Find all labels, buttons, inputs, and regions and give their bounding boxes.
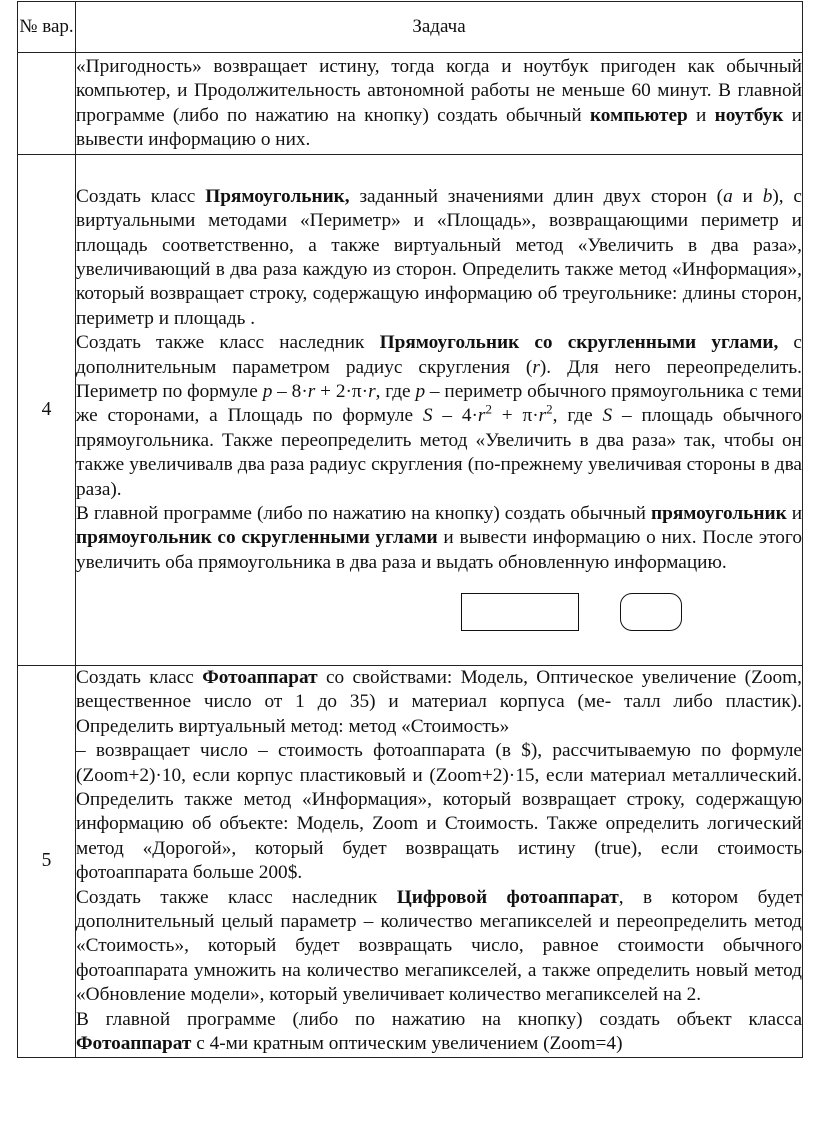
text-run: Создать класс bbox=[76, 185, 206, 207]
task-paragraph bbox=[76, 666, 802, 739]
text-run: и bbox=[732, 185, 763, 207]
math-variable: p bbox=[415, 381, 426, 402]
task-text bbox=[76, 666, 803, 1058]
bold-term: прямоугольник со скругленными углами bbox=[76, 527, 438, 549]
text-run: , в котором будет дополнительный целый параметр – количество мегапикселей и переопределить метод «Стоимость», который будет возвращать число, равное стоимости обычного фотоаппарата умножить на количество мегапикселей, а также определить новый метод «Обновление модели», который увеличивает количество мегапикселей на 2. bbox=[76, 886, 802, 1006]
text-run: – 8· bbox=[272, 381, 308, 402]
math-variable: S bbox=[422, 405, 433, 427]
math-variable: r bbox=[307, 381, 316, 402]
text-run: Создать также класс наследник bbox=[76, 332, 380, 354]
text-run: Создать также класс наследник bbox=[76, 886, 397, 908]
text-run: и bbox=[687, 104, 715, 126]
task-paragraph bbox=[76, 185, 802, 331]
text-run: Создать класс bbox=[76, 667, 203, 688]
task-paragraph bbox=[76, 1008, 802, 1057]
table-row bbox=[18, 53, 803, 155]
rounded-rectangle-figure bbox=[620, 593, 682, 631]
text-run: со свойствами: Модель, Оптическое увеличение (Zoom, вещественное число от 1 до 35) и материал корпуса (ме- талл либо пластик). Определить виртуальный метод: метод «Стоимость» bbox=[76, 667, 802, 737]
text-run: заданный значениями длин двух сторон ( bbox=[349, 185, 724, 207]
bold-term: Прямоугольник, bbox=[205, 185, 350, 207]
exponent: 2 bbox=[546, 401, 553, 417]
task-paragraph bbox=[76, 331, 802, 502]
text-run: и bbox=[786, 503, 803, 525]
task-paragraph bbox=[76, 502, 802, 575]
variant-number bbox=[18, 53, 76, 155]
text-run: ), с виртуальными методами «Периметр» и «Площадь», возвращающими периметр и площадь соответственно, а также виртуальный метод «Увеличить в два раза», увеличивающий в два раза каждую из сторон. Определить также метод «Информация», который возвращает строку, содержащую информацию об треугольнике: длины сторон, периметр и площадь . bbox=[76, 185, 802, 329]
text-run: и вывести информацию о них. После этого увеличить оба прямоугольника в два раза и выдать обновленную информацию. bbox=[76, 527, 802, 573]
text-run: , где bbox=[375, 381, 416, 402]
plain-rectangle-figure bbox=[461, 593, 579, 631]
math-variable: b bbox=[762, 185, 773, 207]
bold-term: прямоугольник bbox=[651, 503, 787, 525]
text-run: ). Для него переопределить. Периметр по формуле bbox=[76, 356, 802, 402]
text-run: В главной программе (либо по нажатию на кнопку) создать объект класса bbox=[76, 1008, 802, 1030]
tasks-table bbox=[17, 1, 803, 1058]
text-run: и вывести информацию о них. bbox=[76, 104, 802, 150]
task-text bbox=[76, 53, 803, 155]
text-run: – 4· bbox=[432, 405, 478, 427]
text-run: с дополнительным параметром радиус скругления ( bbox=[76, 332, 802, 378]
text-run: , где bbox=[552, 405, 603, 427]
bold-term: Фотоаппарат bbox=[76, 1033, 192, 1055]
text-run: «Пригодность» возвращает истину, тогда когда и ноутбук пригоден как обычный компьютер, и Продолжительность автономной работы не меньше 60 минут. В главной программе (либо по нажатию на кнопку) создать обычный bbox=[76, 55, 802, 126]
header-task: Задача bbox=[76, 2, 803, 53]
math-variable: a bbox=[723, 185, 733, 207]
bold-term: Цифровой фотоаппарат bbox=[396, 886, 619, 908]
text-run: + π· bbox=[491, 405, 539, 427]
math-variable: r bbox=[532, 356, 540, 378]
text-run: – площадь обычного прямоугольника. Также переопределить метод «Увеличить в два раза» так, чтобы он также увеличивалв два раза радиус скругления (по-прежнему увеличивая стороны в два раза). bbox=[76, 405, 802, 500]
table-row bbox=[18, 155, 803, 666]
variant-number: 5 bbox=[18, 666, 76, 1058]
rectangle-illustrations bbox=[76, 575, 802, 635]
text-run: + 2·π· bbox=[315, 381, 369, 402]
bold-term: Фотоаппарат bbox=[202, 667, 318, 688]
math-variable: r bbox=[538, 405, 547, 427]
math-variable: p bbox=[262, 381, 273, 402]
text-run: – периметр обычного прямоугольника с теми же сторонами, а Площадь по формуле bbox=[76, 381, 803, 427]
text-run: с 4-ми кратным оптическим увеличением (Zoom=4) bbox=[191, 1033, 623, 1055]
text-run: – возвращает число – стоимость фотоаппарата (в $), рассчитываемую по формуле (Zoom+2)·10, если корпус пластиковый и (Zoom+2)·15, если материал металлический. Определить также метод «Информация», который возвращает строку, содержащую информацию об объекте: Модель, Zoom и Стоимость. Также определить логический метод «Дорогой», который будет возвращать истину (true), если стоимость фотоаппарата больше 200$. bbox=[76, 740, 802, 884]
task-text bbox=[76, 155, 803, 666]
bold-term: компьютер bbox=[589, 104, 688, 126]
table-row bbox=[18, 666, 803, 1058]
math-variable: r bbox=[368, 381, 376, 402]
exponent: 2 bbox=[485, 401, 492, 417]
task-paragraph bbox=[76, 739, 802, 885]
bold-term: ноутбук bbox=[714, 104, 784, 126]
table-header-row bbox=[18, 2, 803, 53]
bold-term: Прямоугольник со скругленными углами, bbox=[379, 332, 779, 354]
math-variable: S bbox=[602, 405, 613, 427]
math-variable: r bbox=[477, 405, 486, 427]
header-variant-number: № вар. bbox=[18, 2, 76, 53]
task-paragraph bbox=[76, 55, 802, 153]
task-paragraph bbox=[76, 886, 802, 1008]
variant-number: 4 bbox=[18, 155, 76, 666]
text-run: В главной программе (либо по нажатию на кнопку) создать обычный bbox=[76, 503, 651, 525]
